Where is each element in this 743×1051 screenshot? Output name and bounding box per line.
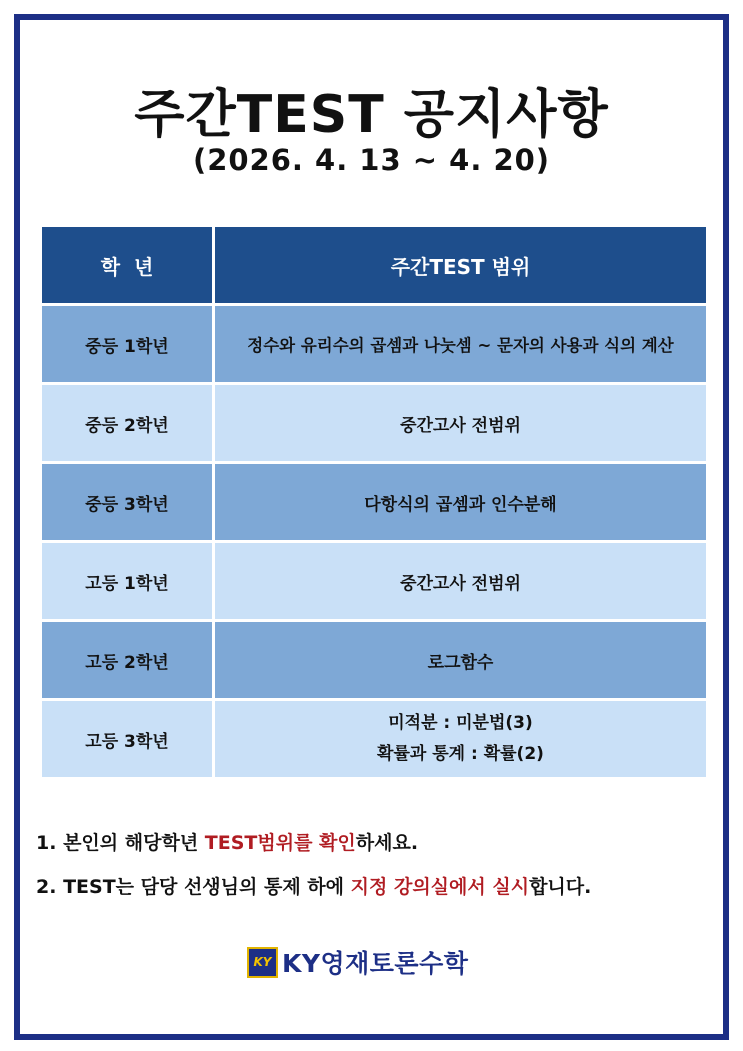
range-cell: 로그함수 (214, 621, 708, 700)
page-title: 주간TEST 공지사항 (134, 85, 609, 145)
notice-highlight: TEST범위를 확인 (204, 832, 356, 854)
table-row (41, 621, 708, 700)
notice-text: 하세요. (355, 832, 419, 854)
date-range: (2026. 4. 13 ~ 4. 20) (192, 143, 551, 177)
range-cell: 정수와 유리수의 곱셈과 나눗셈 ~ 문자의 사용과 식의 계산 (214, 305, 708, 384)
table-row (41, 700, 708, 779)
table-row (41, 305, 708, 384)
range-cell (214, 700, 708, 779)
notice-number: 2. (36, 876, 57, 898)
academy-name: KY영재토론수학 (282, 949, 469, 978)
grade-cell: 고등 3학년 (41, 700, 214, 779)
grade-cell: 고등 1학년 (41, 542, 214, 621)
academy-logo (247, 945, 468, 979)
test-range-table (39, 224, 709, 780)
notice-1 (36, 828, 418, 855)
range-line: 미적분 : 미분법(3) (388, 713, 533, 733)
grade-cell: 중등 3학년 (41, 463, 214, 542)
notice-text: TEST는 담당 선생님의 통제 하에 (63, 876, 351, 898)
range-cell: 중간고사 전범위 (214, 542, 708, 621)
header-range: 주간TEST 범위 (214, 226, 708, 305)
grade-cell: 중등 1학년 (41, 305, 214, 384)
table-row (41, 542, 708, 621)
table-row (41, 384, 708, 463)
notice-text: 합니다. (529, 876, 592, 898)
grade-cell: 중등 2학년 (41, 384, 214, 463)
header-grade: 학 년 (41, 226, 214, 305)
range-cell: 다항식의 곱셈과 인수분해 (214, 463, 708, 542)
range-cell: 중간고사 전범위 (214, 384, 708, 463)
notice-highlight: 지정 강의실에서 실시 (350, 876, 530, 898)
table-row (41, 463, 708, 542)
notice-text: 본인의 해당학년 (63, 832, 205, 854)
notice-number: 1. (36, 832, 57, 854)
table-header-row (41, 226, 708, 305)
range-line: 확률과 통계 : 확률(2) (377, 744, 544, 764)
logo-mark-icon: KY (247, 947, 278, 978)
notice-2 (36, 872, 591, 899)
grade-cell: 고등 2학년 (41, 621, 214, 700)
